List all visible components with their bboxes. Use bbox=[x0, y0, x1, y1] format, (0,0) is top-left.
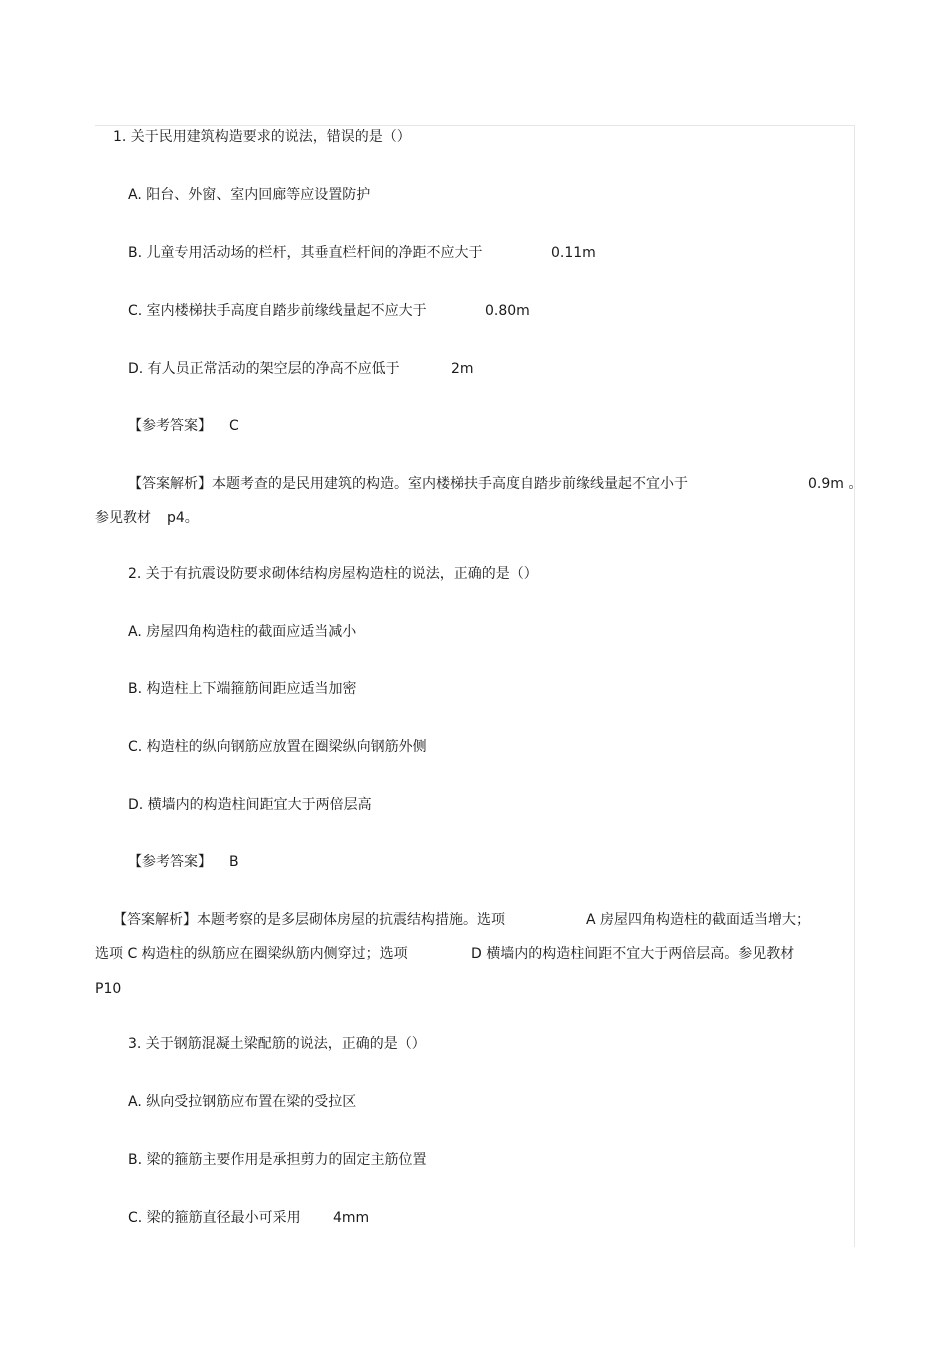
question-3-option-a: A. 纵向受拉钢筋应布置在梁的受拉区 bbox=[128, 1094, 357, 1110]
question-2-analysis-line-3: P10 bbox=[95, 981, 122, 997]
answer-value: C bbox=[229, 418, 239, 434]
question-2-option-c: C. 构造柱的纵向钢筋应放置在圈梁纵向钢筋外侧 bbox=[128, 739, 427, 755]
option-c-value: 4mm bbox=[333, 1210, 370, 1226]
answer-label: 【参考答案】 bbox=[128, 854, 212, 870]
question-2-option-a: A. 房屋四角构造柱的截面应适当减小 bbox=[128, 624, 357, 640]
analysis-text: 【答案解析】本题考查的是民用建筑的构造。室内楼梯扶手高度自踏步前缘线量起不宜小于 bbox=[128, 476, 688, 492]
analysis-ref-text: 参见教材 bbox=[95, 510, 151, 526]
analysis-value: 0.9m 。 bbox=[808, 476, 863, 492]
analysis-tail: A 房屋四角构造柱的截面适当增大； bbox=[586, 912, 811, 928]
option-b-value: 0.11m bbox=[551, 245, 596, 261]
question-2-stem: 2. 关于有抗震设防要求砌体结构房屋构造柱的说法，正确的是（） bbox=[128, 566, 538, 582]
answer-label: 【参考答案】 bbox=[128, 418, 212, 434]
option-c-text: C. 室内楼梯扶手高度自踏步前缘线量起不应大于 bbox=[128, 303, 427, 319]
option-b-text: B. 儿童专用活动场的栏杆，其垂直栏杆间的净距不应大于 bbox=[128, 245, 483, 261]
analysis-text: 【答案解析】本题考察的是多层砌体房屋的抗震结构措施。选项 bbox=[113, 912, 505, 928]
question-1-stem: 1. 关于民用建筑构造要求的说法，错误的是（） bbox=[113, 129, 411, 145]
analysis-tail: D 横墙内的构造柱间距不宜大于两倍层高。参见教材 bbox=[471, 946, 795, 962]
option-c-text: C. 梁的箍筋直径最小可采用 bbox=[128, 1210, 301, 1226]
option-d-text: D. 有人员正常活动的架空层的净高不应低于 bbox=[128, 361, 400, 377]
analysis-ref-page: p4。 bbox=[167, 510, 199, 526]
question-3-option-b: B. 梁的箍筋主要作用是承担剪力的固定主筋位置 bbox=[128, 1152, 427, 1168]
question-1-option-a: A. 阳台、外窗、室内回廊等应设置防护 bbox=[128, 187, 371, 203]
analysis-head: 选项 C 构造柱的纵筋应在圈梁纵筋内侧穿过；选项 bbox=[95, 946, 408, 962]
question-2-option-b: B. 构造柱上下端箍筋间距应适当加密 bbox=[128, 681, 357, 697]
option-c-value: 0.80m bbox=[485, 303, 530, 319]
question-2-option-d: D. 横墙内的构造柱间距宜大于两倍层高 bbox=[128, 797, 372, 813]
question-3-stem: 3. 关于钢筋混凝土梁配筋的说法，正确的是（） bbox=[128, 1036, 426, 1052]
option-d-value: 2m bbox=[451, 361, 474, 377]
answer-value: B bbox=[229, 854, 239, 870]
